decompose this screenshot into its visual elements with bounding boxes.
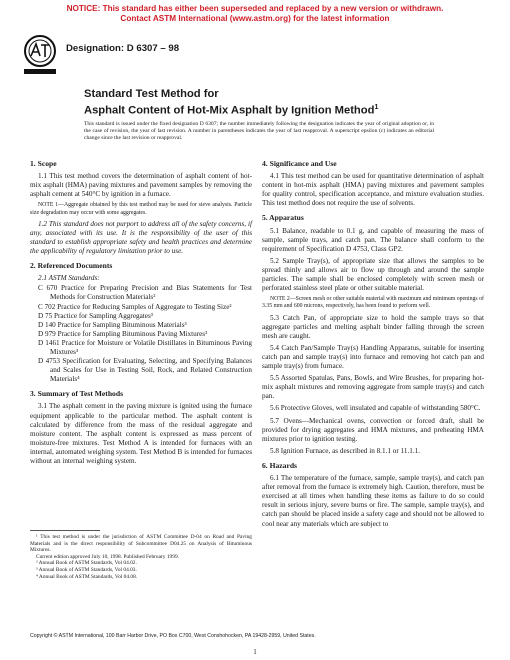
footnote-divider [30, 530, 100, 531]
footnote: ⁴ Annual Book of ASTM Standards, Vol 04.08. [36, 573, 138, 580]
footnote: ¹ This test method is under the jurisdiction of ASTM Committee D-04 on Road and Paving Materials and is the direct responsibility of Subcommittee D04.25 on Analysis of Bituminous Mixtures. [30, 534, 252, 554]
paragraph-4-1: 4.1 This test method can be used for quantitative determination of asphalt content in hot-mix asphalt (HMA) paving mixtures and pavement samples for quality control, specification acceptance, and mixture evaluation studies. This test method does not require the use of solvents. [262, 172, 484, 208]
document-title [84, 88, 378, 118]
title-line-1: Standard Test Method for [84, 88, 219, 100]
paragraph-5-8: 5.8 Ignition Furnace, as described in 8.1.1 or 11.1.1. [270, 446, 421, 455]
section-heading-hazards: 6. Hazards [262, 460, 298, 470]
reference-list [30, 284, 252, 384]
note-1: NOTE 1—Aggregate obtained by this test method may be used for sieve analysis. Particle size degradation may occur with some aggregates. [30, 202, 252, 216]
paragraph-5-1: 5.1 Balance, readable to 0.1 g, and capable of measuring the mass of sample, sample trays, and catch pan. The balance shall conform to the requirement of Specification D 4753, Class GP2. [262, 226, 484, 253]
section-heading-referenced-documents: 2. Referenced Documents [30, 261, 113, 271]
section-heading-apparatus: 5. Apparatus [262, 213, 304, 223]
paragraph-3-1: 3.1 The asphalt cement in the paving mixture is ignited using the furnace equipment applicable to the particular method. The asphalt content is calculated by difference from the mass of the residual aggregate and moisture content. The asphalt content is expressed as mass percent of moisture-free mixtures. Test Method A is intended for furnaces with an internal, automated weighing system. Test Method B is intended for furnaces without an internal weighing system. [30, 402, 252, 466]
notice-line-2: Contact ASTM International (www.astm.org) for the latest information [120, 14, 390, 23]
issuance-statement: This standard is issued under the fixed designation D 6307; the number immediately following the designation indicates the year of original adoption or, in the case of revision, the year of last revision. A number in parentheses indicates the year of last reapproval. A superscript epsilon (ε) indicates an editorial change since the last revision or reapproval. [84, 121, 434, 142]
withdrawal-notice [0, 4, 510, 24]
reference-item: D 140 Practice for Sampling Bituminous Materials³ [38, 320, 187, 329]
reference-item: D 4753 Specification for Evaluating, Selecting, and Specifying Balances and Scales for Use in Testing Soil, Rock, and Related Construction Materials⁴ [38, 357, 252, 384]
astm-standards-label: 2.1 ASTM Standards: [38, 274, 100, 283]
section-heading-scope: 1. Scope [30, 159, 57, 168]
paragraph-1-1: 1.1 This test method covers the determination of asphalt content of hot-mix asphalt (HMA) paving mixtures and pavement samples by removing the asphalt cement at 540°C by ignition in a furnace. [30, 172, 252, 199]
reference-item: C 670 Practice for Preparing Precision and Bias Statements for Test Methods for Construction Materials² [38, 284, 252, 302]
page-number: 1 [253, 648, 257, 656]
section-heading-significance: 4. Significance and Use [262, 159, 337, 168]
right-column [262, 154, 484, 532]
astm-logo [22, 34, 58, 76]
left-column [30, 154, 252, 469]
copyright-line: Copyright © ASTM International, 100 Barr Harbor Drive, PO Box C700, West Conshohocken, PA 19428-2959, United States. [30, 633, 316, 639]
paragraph-5-7: 5.7 Ovens—Mechanical ovens, convection or forced draft, shall be provided for drying aggregates and HMA mixtures, and preheating HMA mixtures prior to ignition testing. [262, 416, 484, 443]
designation: Designation: D 6307 – 98 [66, 43, 180, 54]
paragraph-1-2: 1.2 This standard does not purport to address all of the safety concerns, if any, associated with its use. It is the responsibility of the user of this standard to establish appropriate safety and health practices and determine the applicability of regulatory limitation prior to use. [30, 219, 252, 256]
reference-item: C 702 Practice for Reducing Samples of Aggregate to Testing Size² [38, 302, 232, 311]
section-heading-summary: 3. Summary of Test Methods [30, 389, 124, 399]
reference-item: D 1461 Practice for Moisture or Volatile Distillates in Bituminous Paving Mixtures³ [38, 338, 252, 356]
note-2: NOTE 2—Screen mesh or other suitable material with maximum and minimum openings of 3.35 mm and 600 microns, respectively, has been found to perform well. [262, 296, 484, 310]
footnotes [30, 530, 252, 580]
reference-item: D 75 Practice for Sampling Aggregates³ [38, 311, 153, 320]
notice-line-1: NOTICE: This standard has either been superseded and replaced by a new version or withdrawn. [66, 4, 444, 13]
footnote: ² Annual Book of ASTM Standards, Vol 04.02. [36, 560, 137, 567]
astm-logo-icon [22, 34, 58, 76]
paragraph-5-3: 5.3 Catch Pan, of appropriate size to hold the sample trays so that aggregate particles and melting asphalt binder falling through the screen mesh are caught. [262, 313, 484, 340]
reference-item: D 979 Practice for Sampling Bituminous Paving Mixtures³ [38, 329, 208, 338]
paragraph-5-4: 5.4 Catch Pan/Sample Tray(s) Handling Apparatus, suitable for inserting catch pan and sample tray(s) into furnace and removing hot catch pan and sample tray(s) from furnace. [262, 343, 484, 371]
paragraph-5-2: 5.2 Sample Tray(s), of appropriate size that allows the samples to be spread thinly and allows air to flow up through and around the sample particles. The sample shall be enclosed completely with screen mesh or perforated stainless steel plate or other suitable material. [262, 256, 484, 293]
paragraph-5-6: 5.6 Protective Gloves, well insulated and capable of withstanding 580°C. [270, 404, 481, 413]
title-line-2: Asphalt Content of Hot-Mix Asphalt by Ignition Method$^1$ [84, 104, 379, 117]
paragraph-6-1: 6.1 The temperature of the furnace, sample, sample tray(s), and catch pan after removal from the furnace is extremely high. Caution, therefore, must be exercised at all times when handling these items as failure to do so could result in serious injury, severe burns or fire. The sample, sample tray(s), and catch pan should be placed inside a safety cage and should not be allowed to cool near any materials which are subject to [262, 474, 484, 528]
paragraph-5-5: 5.5 Assorted Spatulas, Pans, Bowls, and Wire Brushes, for preparing hot-mix asphalt mixtures and removing aggregate from sample tray(s) and catch pan. [262, 374, 484, 401]
footnote: ³ Annual Book of ASTM Standards, Vol 04.03. [36, 566, 137, 573]
footnote: Current edition approved July 10, 1998. Published February 1999. [36, 553, 179, 560]
